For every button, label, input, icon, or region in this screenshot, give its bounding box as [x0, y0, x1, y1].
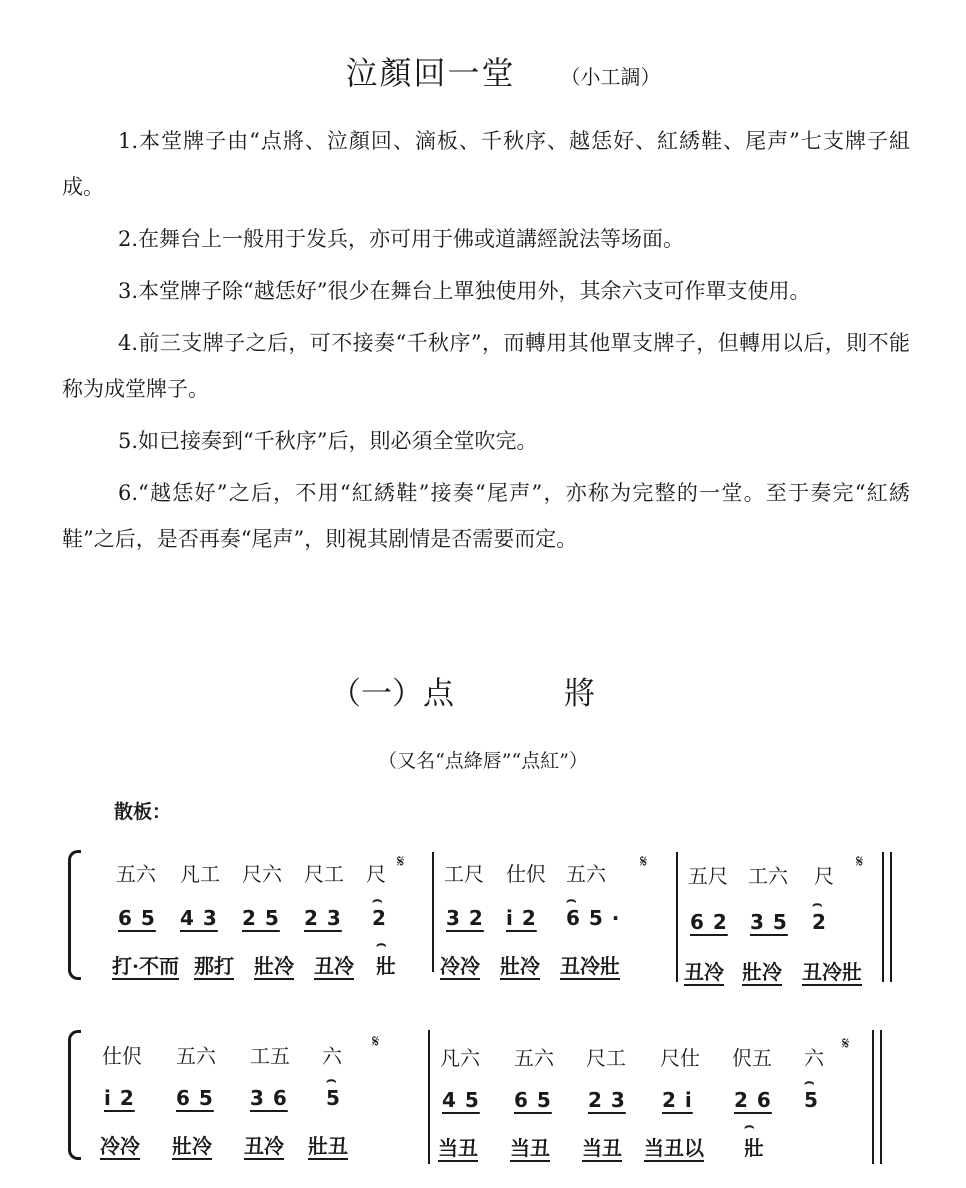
- jianpu-note: 6 5: [176, 1086, 214, 1110]
- percussion-syllable: 壯冷: [500, 954, 540, 978]
- percussion-syllable: 那打: [194, 954, 234, 978]
- jianpu-note: i 2: [104, 1086, 135, 1110]
- system-brace-2: [68, 1030, 81, 1160]
- gongche-note: 尺: [366, 862, 386, 886]
- tempo-marking: 散板：: [114, 801, 172, 823]
- gongche-note: 六: [804, 1046, 824, 1070]
- jianpu-note-fermata: ⌢ 2: [812, 910, 827, 934]
- jianpu-note: 3 2: [446, 906, 484, 930]
- gongche-note: 尺六: [242, 862, 282, 886]
- note-4: 4.前三支牌子之后，可不接奏“千秋序”，而轉用其他單支牌子，但轉用以后，則不能称为成堂牌子。: [62, 331, 910, 401]
- piece-title: [0, 48, 966, 94]
- jianpu-note-fermata: ⌢ 5: [326, 1086, 341, 1110]
- jianpu-note: 2 3: [304, 906, 342, 930]
- number-line: [118, 906, 387, 930]
- jianpu-note: 2 i: [662, 1088, 693, 1112]
- jianpu-note: 4 5: [442, 1088, 480, 1112]
- notes-section: [62, 118, 910, 568]
- section-title: [330, 668, 595, 713]
- percussion-line: [438, 1132, 764, 1161]
- section-name: 將: [564, 676, 595, 712]
- percussion-syllable: 壯丑: [308, 1134, 348, 1158]
- jianpu-note: 2 6: [734, 1088, 772, 1112]
- percussion-syllable-fermata: ⌢ 壯: [376, 950, 396, 979]
- jianpu-note: i 2: [506, 906, 537, 930]
- note-1: 1.本堂牌子由“点將、泣顏回、滴板、千秋序、越恁好、紅綉鞋、尾声”七支牌子組成。: [62, 129, 910, 199]
- note-6: 6.“越恁好”之后，不用“紅綉鞋”接奏“尾声”，亦称为完整的一堂。至于奏完“紅綉鞋”之后，是否再奏“尾声”，則視其剧情是否需要而定。: [62, 481, 910, 551]
- gongche-note: 工尺: [444, 862, 484, 886]
- percussion-syllable: 丑冷: [314, 954, 354, 978]
- gongche-note: 五六: [514, 1046, 554, 1070]
- number-line: [442, 1088, 819, 1112]
- gongche-note: 尺工: [586, 1046, 626, 1070]
- gongche-note: 尺: [814, 864, 834, 888]
- jianpu-note-fermata: ⌢ 5: [804, 1088, 819, 1112]
- percussion-syllable: 冷冷: [100, 1134, 140, 1158]
- system-brace-1: [68, 850, 81, 980]
- gongche-line: [688, 860, 834, 889]
- percussion-syllable: 壯冷: [254, 954, 294, 978]
- gongche-note: 五六: [566, 862, 606, 886]
- final-barline: [872, 1030, 882, 1164]
- percussion-syllable: 打·不而: [112, 954, 179, 978]
- percussion-syllable: 丑冷: [684, 960, 724, 984]
- gongche-note: 凡六: [440, 1046, 480, 1070]
- gongche-line: [444, 858, 606, 887]
- final-barline: [882, 852, 892, 982]
- jianpu-note: 6 5: [118, 906, 156, 930]
- gongche-note: 工五: [250, 1044, 290, 1068]
- percussion-syllable: 冷冷: [440, 954, 480, 978]
- segno-mark: 𝄋: [372, 1032, 380, 1052]
- note-3: 3.本堂牌子除“越恁好”很少在舞台上單独使用外，其余六支可作單支使用。: [118, 279, 811, 303]
- percussion-syllable: 当丑以: [644, 1136, 704, 1160]
- jianpu-note-fermata: ⌢ 2: [372, 906, 387, 930]
- gongche-note: 五尺: [688, 864, 728, 888]
- percussion-syllable: 丑冷壯: [560, 954, 620, 978]
- jianpu-note: 3 5: [750, 910, 788, 934]
- percussion-syllable: 当丑: [510, 1136, 550, 1160]
- gongche-note: 工六: [748, 864, 788, 888]
- barline: [676, 852, 678, 982]
- percussion-line: [684, 956, 862, 985]
- title-mode: （小工調）: [560, 65, 661, 89]
- gongche-note: 五六: [176, 1044, 216, 1068]
- gongche-note: 伬五: [732, 1046, 772, 1070]
- jianpu-note: 3 6: [250, 1086, 288, 1110]
- jianpu-note: 4 3: [180, 906, 218, 930]
- gongche-note: 仕伬: [102, 1044, 142, 1068]
- note-5: 5.如已接奏到“千秋序”后，則必須全堂吹完。: [118, 429, 538, 453]
- segno-mark: 𝄋: [640, 852, 648, 872]
- percussion-line: [112, 950, 396, 979]
- jianpu-note: 2 5: [242, 906, 280, 930]
- gongche-note: 尺工: [304, 862, 344, 886]
- percussion-syllable: 壯冷: [742, 960, 782, 984]
- gongche-note: 仕伬: [506, 862, 546, 886]
- percussion-syllable: 壯冷: [172, 1134, 212, 1158]
- number-line: [690, 910, 827, 934]
- gongche-note: 尺仕: [660, 1046, 700, 1070]
- segno-mark: 𝄋: [842, 1034, 850, 1054]
- segno-mark: 𝄋: [397, 852, 405, 872]
- number-line: [104, 1086, 341, 1110]
- gongche-note: 五六: [116, 862, 156, 886]
- barline: [432, 852, 434, 972]
- gongche-line: [440, 1042, 824, 1071]
- jianpu-note: 2 3: [588, 1088, 626, 1112]
- gongche-line: [102, 1040, 342, 1069]
- percussion-syllable: 丑冷壯: [802, 960, 862, 984]
- percussion-syllable: 当丑: [438, 1136, 478, 1160]
- jianpu-note: 6 2: [690, 910, 728, 934]
- number-line: [446, 906, 620, 930]
- gongche-note: 六: [322, 1044, 342, 1068]
- section-number: （一）点: [330, 676, 454, 712]
- percussion-line: [440, 950, 620, 979]
- title-main: 泣顏回一堂: [345, 54, 516, 92]
- segno-mark: 𝄋: [856, 852, 864, 872]
- note-2: 2.在舞台上一般用于发兵，亦可用于佛或道講經說法等场面。: [118, 227, 685, 251]
- percussion-line: [100, 1130, 348, 1159]
- percussion-syllable-fermata: ⌢ 壯: [744, 1132, 764, 1161]
- jianpu-note-fermata: ⌢ 6 5 ·: [566, 906, 620, 930]
- barline: [428, 1030, 430, 1164]
- percussion-syllable: 丑冷: [244, 1134, 284, 1158]
- gongche-line: [116, 858, 386, 887]
- percussion-syllable: 当丑: [582, 1136, 622, 1160]
- alias-line: （又名“点絳唇”“点紅”）: [378, 750, 588, 772]
- gongche-note: 凡工: [180, 862, 220, 886]
- jianpu-note: 6 5: [514, 1088, 552, 1112]
